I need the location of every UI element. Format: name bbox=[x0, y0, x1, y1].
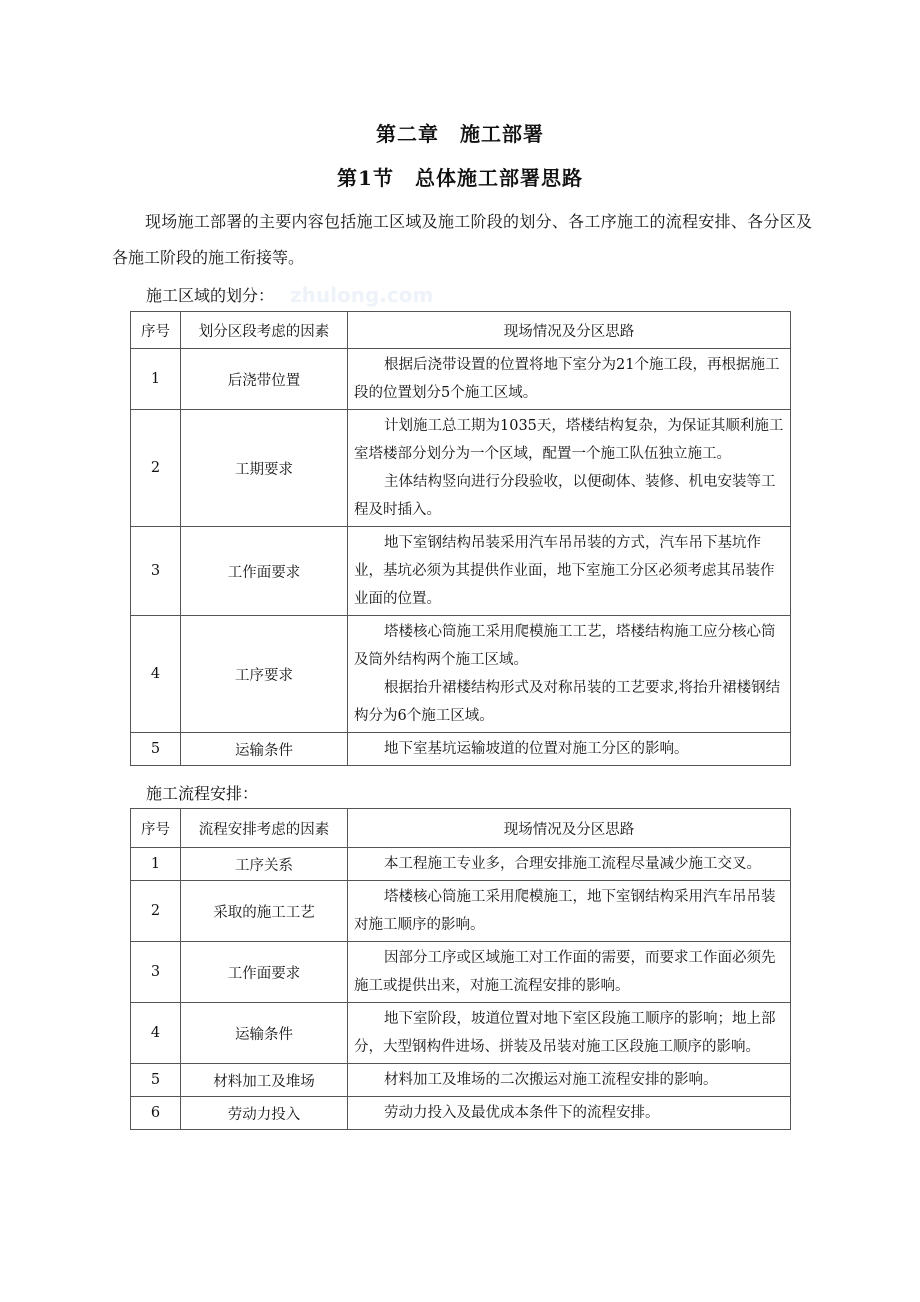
row-factor: 工序要求 bbox=[181, 616, 348, 733]
description-paragraph: 根据抬升裙楼结构形式及对称吊装的工艺要求,将抬升裙楼钢结构分为6个施工区域。 bbox=[354, 680, 781, 724]
row-factor: 工序关系 bbox=[181, 848, 348, 881]
header-no: 序号 bbox=[131, 809, 181, 848]
row-factor: 材料加工及堆场 bbox=[181, 1064, 348, 1097]
intro-paragraph: 现场施工部署的主要内容包括施工区域及施工阶段的划分、各工序施工的流程安排、各分区及各施工阶段的施工衔接等。 bbox=[112, 212, 812, 267]
header-factor: 流程安排考虑的因素 bbox=[181, 809, 348, 848]
row-number: 2 bbox=[131, 881, 181, 942]
description-paragraph: 计划施工总工期为1035天，塔楼结构复杂，为保证其顺利施工室塔楼部分划分为一个区域，配置一个施工队伍独立施工。 bbox=[354, 418, 784, 462]
row-description bbox=[348, 881, 791, 942]
row-number: 1 bbox=[131, 349, 181, 410]
description-paragraph: 本工程施工专业多，合理安排施工流程尽量减少施工交叉。 bbox=[384, 856, 761, 872]
description-paragraph: 地下室基坑运输坡道的位置对施工分区的影响。 bbox=[384, 741, 689, 757]
header-factor: 划分区段考虑的因素 bbox=[181, 312, 348, 349]
row-number: 4 bbox=[131, 1003, 181, 1064]
description-paragraph: 地下室阶段，坡道位置对地下室区段施工顺序的影响；地上部分，大型钢构件进场、拼装及吊装对施工区段施工顺序的影响。 bbox=[354, 1011, 776, 1055]
row-description bbox=[348, 527, 791, 616]
table-row bbox=[131, 733, 791, 766]
description-paragraph: 因部分工序或区域施工对工作面的需要，而要求工作面必须先施工或提供出来，对施工流程安排的影响。 bbox=[354, 950, 776, 994]
row-number: 2 bbox=[131, 410, 181, 527]
section-title: 第1节 总体施工部署思路 bbox=[337, 166, 583, 190]
table-header-row bbox=[131, 809, 791, 848]
row-factor: 工作面要求 bbox=[181, 527, 348, 616]
row-factor: 运输条件 bbox=[181, 733, 348, 766]
row-factor: 运输条件 bbox=[181, 1003, 348, 1064]
table-row bbox=[131, 942, 791, 1003]
row-description bbox=[348, 1003, 791, 1064]
table-row bbox=[131, 410, 791, 527]
description-paragraph: 根据后浇带设置的位置将地下室分为21个施工段，再根据施工段的位置划分5个施工区域。 bbox=[354, 357, 780, 401]
row-description bbox=[348, 349, 791, 410]
row-number: 5 bbox=[131, 733, 181, 766]
description-paragraph: 塔楼核心筒施工采用爬模施工，地下室钢结构采用汽车吊吊装对施工顺序的影响。 bbox=[354, 889, 776, 933]
table1-caption: 施工区域的划分： bbox=[146, 286, 275, 305]
header-description: 现场情况及分区思路 bbox=[348, 809, 791, 848]
row-number: 4 bbox=[131, 616, 181, 733]
row-description bbox=[348, 942, 791, 1003]
table-row bbox=[131, 1097, 791, 1130]
row-number: 6 bbox=[131, 1097, 181, 1130]
row-description bbox=[348, 410, 791, 527]
description-paragraph: 地下室钢结构吊装采用汽车吊吊装的方式，汽车吊下基坑作业，基坑必须为其提供作业面，地下室施工分区必须考虑其吊装作业面的位置。 bbox=[354, 535, 775, 607]
table-header-row bbox=[131, 312, 791, 349]
chapter-title: 第二章 施工部署 bbox=[376, 122, 544, 146]
row-description bbox=[348, 733, 791, 766]
row-number: 5 bbox=[131, 1064, 181, 1097]
description-paragraph: 材料加工及堆场的二次搬运对施工流程安排的影响。 bbox=[384, 1072, 718, 1088]
table2-caption: 施工流程安排： bbox=[146, 784, 259, 803]
header-no: 序号 bbox=[131, 312, 181, 349]
table-row bbox=[131, 1003, 791, 1064]
watermark: zhulong.com bbox=[290, 283, 434, 307]
row-factor: 后浇带位置 bbox=[181, 349, 348, 410]
row-factor: 劳动力投入 bbox=[181, 1097, 348, 1130]
table-row bbox=[131, 881, 791, 942]
row-factor: 工作面要求 bbox=[181, 942, 348, 1003]
row-description bbox=[348, 616, 791, 733]
table-row bbox=[131, 1064, 791, 1097]
row-description bbox=[348, 1097, 791, 1130]
table-row bbox=[131, 527, 791, 616]
description-paragraph: 塔楼核心筒施工采用爬模施工工艺，塔楼结构施工应分核心筒及筒外结构两个施工区域。 bbox=[354, 624, 776, 668]
row-factor: 工期要求 bbox=[181, 410, 348, 527]
description-paragraph: 劳动力投入及最优成本条件下的流程安排。 bbox=[384, 1105, 660, 1121]
header-description: 现场情况及分区思路 bbox=[348, 312, 791, 349]
row-description bbox=[348, 848, 791, 881]
description-paragraph: 主体结构竖向进行分段验收，以便砌体、装修、机电安装等工程及时插入。 bbox=[354, 474, 776, 518]
table-row bbox=[131, 616, 791, 733]
zone-division-table bbox=[130, 311, 791, 766]
table-row bbox=[131, 349, 791, 410]
row-number: 1 bbox=[131, 848, 181, 881]
table-row bbox=[131, 848, 791, 881]
row-factor: 采取的施工工艺 bbox=[181, 881, 348, 942]
row-description bbox=[348, 1064, 791, 1097]
row-number: 3 bbox=[131, 942, 181, 1003]
process-flow-table bbox=[130, 808, 791, 1130]
row-number: 3 bbox=[131, 527, 181, 616]
